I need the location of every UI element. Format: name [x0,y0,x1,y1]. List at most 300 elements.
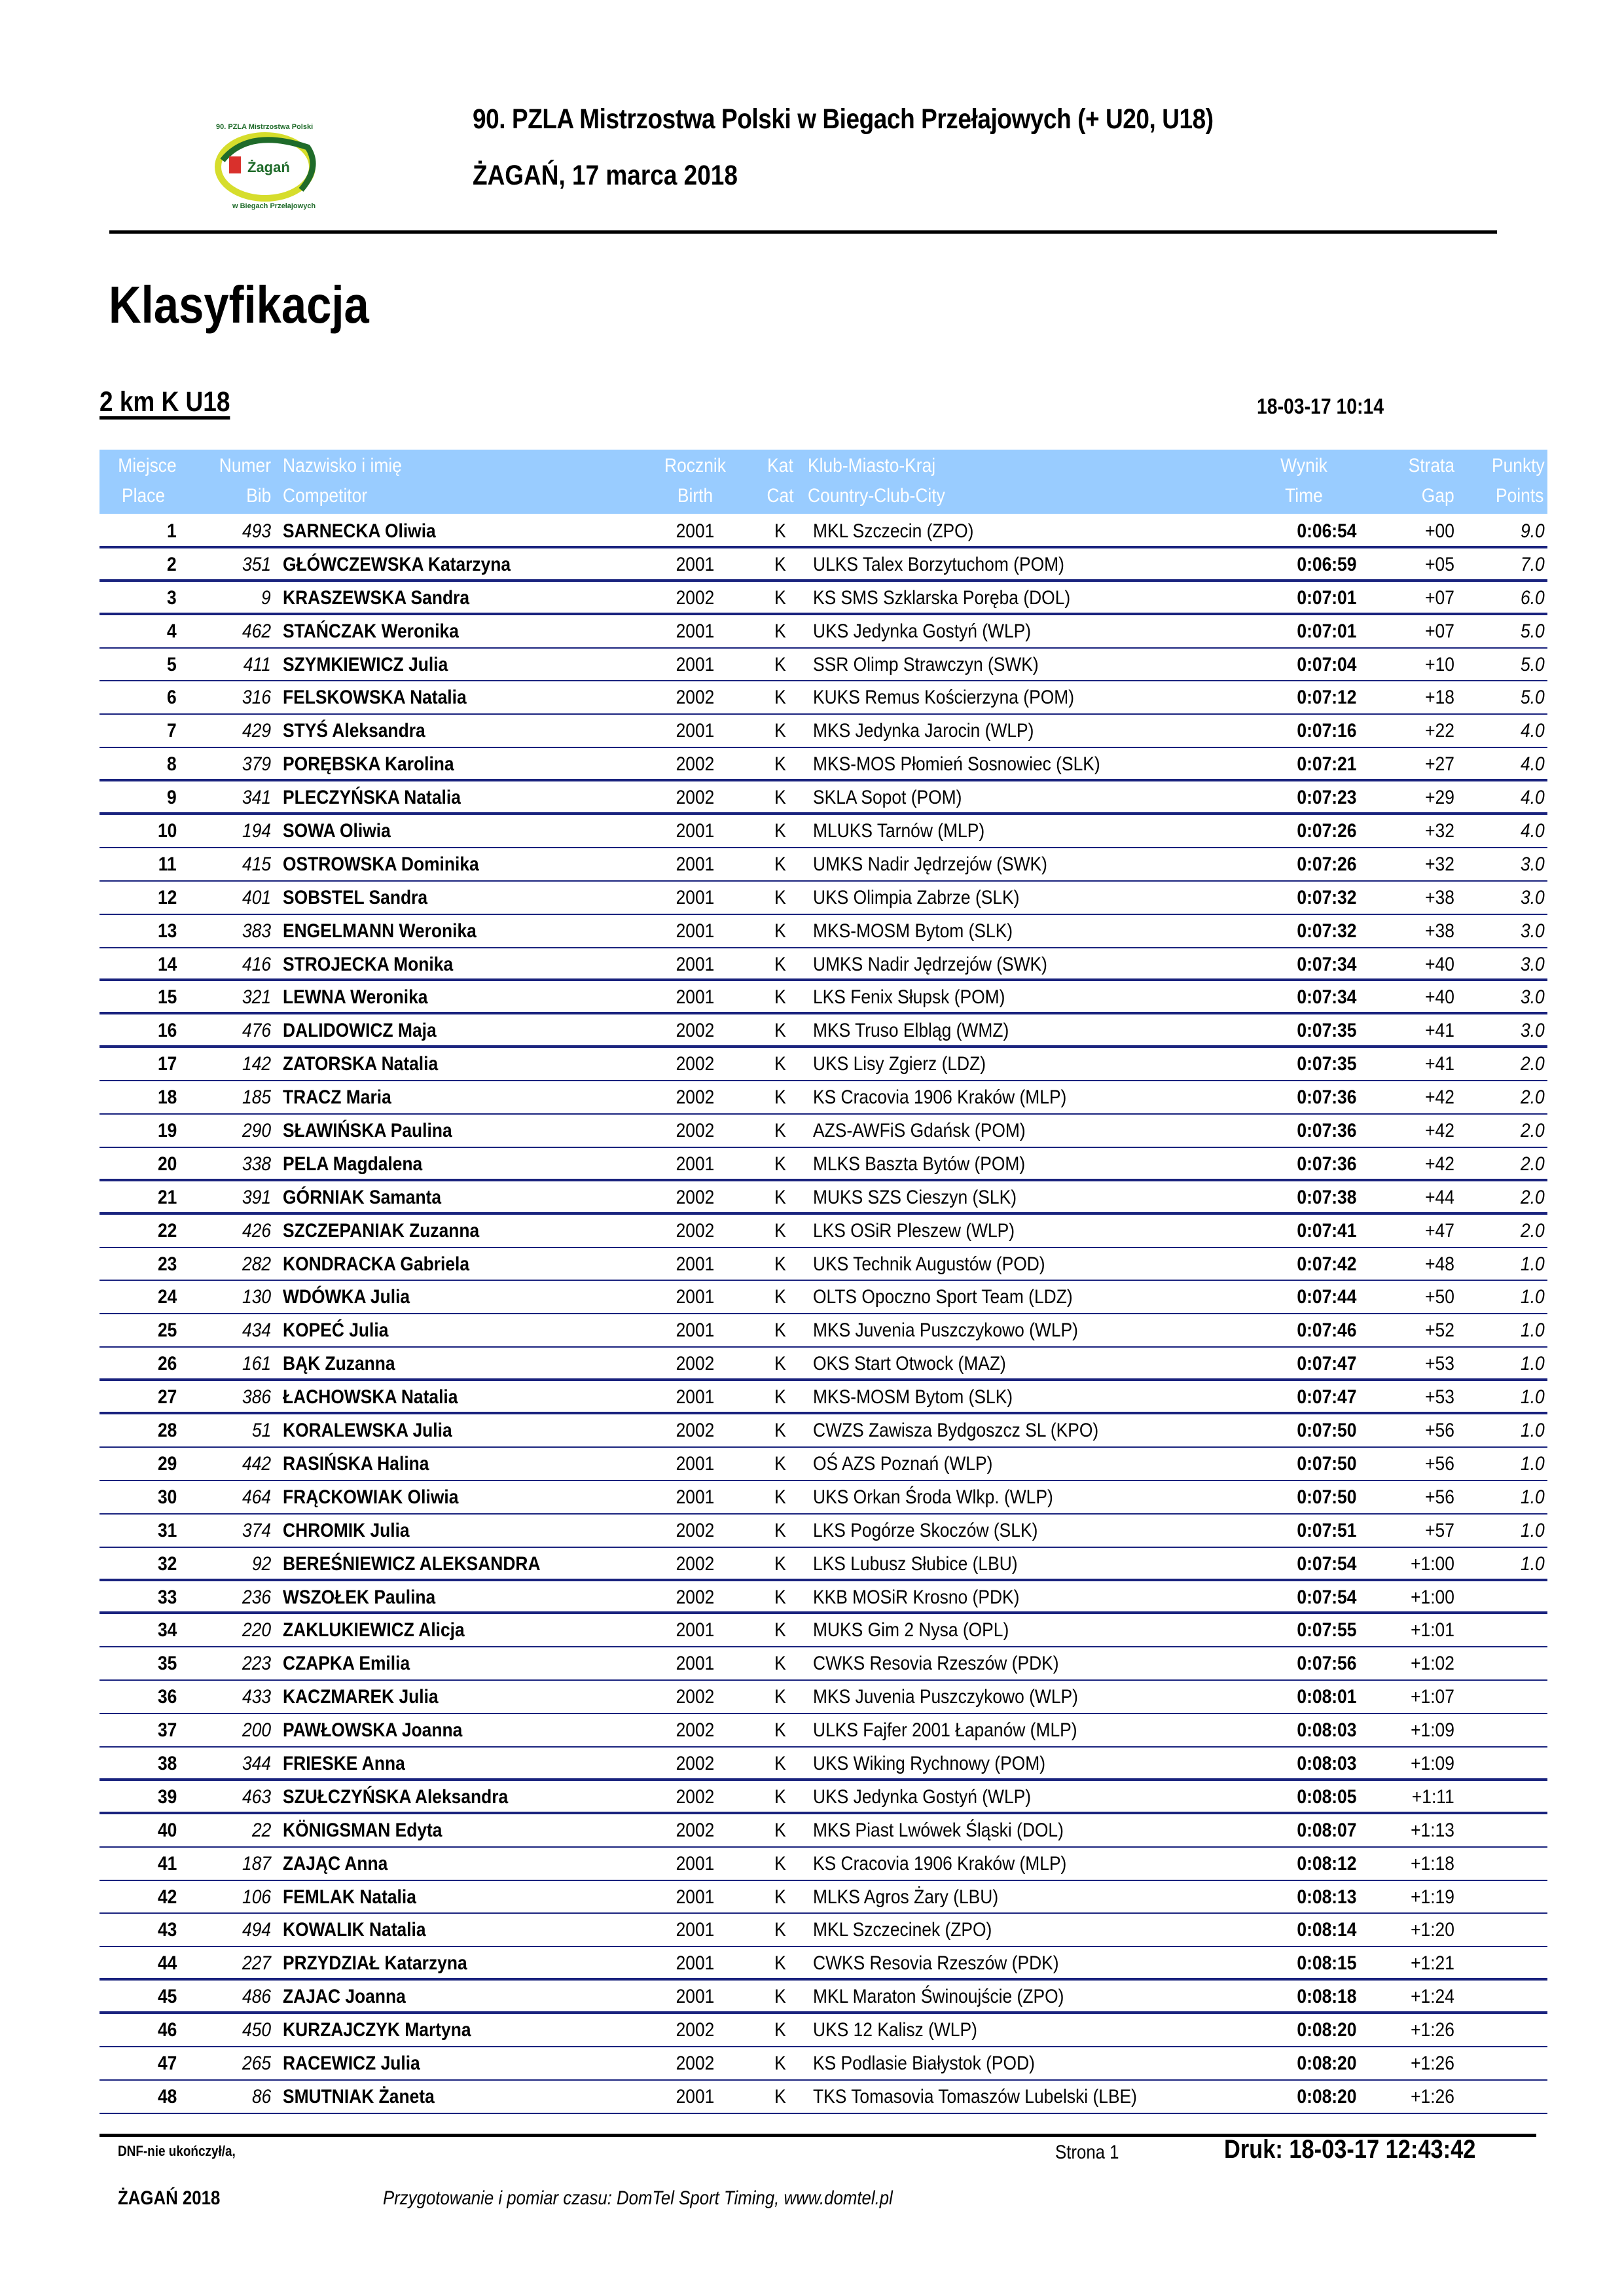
cell-bib: 92 [251,1552,271,1575]
cell-place: 8 [167,753,177,776]
cell-birth: 2002 [676,1020,715,1042]
cell-name: OSTROWSKA Dominika [283,853,479,875]
cell-place: 45 [157,1986,177,2008]
race-start-time: 18-03-17 10:14 [1257,394,1384,418]
cell-bib: 223 [242,1653,271,1675]
cell-birth: 2002 [676,1120,715,1142]
cell-time: 0:07:41 [1297,1219,1356,1242]
cell-bib: 386 [242,1386,271,1408]
cell-birth: 2001 [676,1986,715,2008]
cell-place: 43 [157,1919,177,1941]
cell-club: KS Cracovia 1906 Kraków (MLP) [813,1852,1067,1874]
cell-time: 0:07:12 [1297,687,1356,709]
table-row [99,1781,1547,1814]
cell-gap: +56 [1425,1452,1454,1475]
cell-time: 0:08:20 [1297,2019,1356,2041]
cell-club: MLKS Agros Żary (LBU) [813,1886,999,1908]
cell-name: RACEWICZ Julia [283,2052,420,2074]
cell-bib: 130 [242,1286,271,1308]
cell-bib: 51 [251,1420,271,1442]
cell-bib: 282 [242,1253,271,1275]
cell-club: ULKS Talex Borzytuchom (POM) [813,553,1064,575]
cell-time: 0:07:36 [1297,1086,1356,1109]
cell-pts: 5.0 [1521,653,1545,675]
cell-gap: +22 [1425,720,1454,742]
cell-name: PORĘBSKA Karolina [283,753,454,776]
cell-name: ZAJĄC Anna [283,1852,388,1874]
cell-birth: 2002 [676,1086,715,1109]
cell-pts: 2.0 [1521,1186,1545,1208]
page-number: Strona 1 [1055,2142,1119,2163]
cell-pts: 3.0 [1521,953,1545,975]
cell-club: UKS Jedynka Gostyń (WLP) [813,620,1032,642]
cell-time: 0:07:21 [1297,753,1356,776]
cell-gap: +52 [1425,1319,1454,1342]
col-place-pl: Miejsce [118,455,177,476]
col-cat-en: Cat [767,485,794,507]
cell-time: 0:07:26 [1297,853,1356,875]
cell-club: UMKS Nadir Jędrzejów (SWK) [813,953,1047,975]
cell-club: UKS Jedynka Gostyń (WLP) [813,1785,1032,1808]
cell-club: MKS-MOSM Bytom (SLK) [813,1386,1013,1408]
cell-bib: 462 [242,620,271,642]
table-row [99,915,1547,948]
cell-name: LEWNA Weronika [283,986,428,1009]
table-row [99,649,1547,682]
table-row [99,548,1547,582]
cell-cat: K [774,1120,786,1142]
table-row [99,882,1547,915]
table-row [99,981,1547,1014]
table-row [99,1947,1547,1981]
cell-club: KS Cracovia 1906 Kraków (MLP) [813,1086,1067,1109]
cell-pts: 1.0 [1521,1353,1545,1375]
cell-name: STYŚ Aleksandra [283,720,425,742]
table-row [99,1848,1547,1881]
table-row [99,1181,1547,1215]
cell-birth: 2001 [676,553,715,575]
cell-time: 0:07:36 [1297,1120,1356,1142]
cell-pts: 2.0 [1521,1053,1545,1075]
cell-birth: 2002 [676,1420,715,1442]
table-row [99,1914,1547,1947]
cell-bib: 464 [242,1486,271,1508]
cell-birth: 2002 [676,1353,715,1375]
cell-place: 46 [157,2019,177,2041]
cell-place: 22 [157,1219,177,1242]
cell-bib: 442 [242,1452,271,1475]
cell-cat: K [774,1785,786,1808]
cell-bib: 220 [242,1619,271,1641]
cell-club: LKS Pogórze Skoczów (SLK) [813,1519,1038,1541]
cell-time: 0:07:50 [1297,1486,1356,1508]
table-row [99,1981,1547,2014]
cell-pts: 3.0 [1521,853,1545,875]
cell-cat: K [774,620,786,642]
cell-club: MLKS Baszta Bytów (POM) [813,1153,1026,1175]
cell-name: FRĄCKOWIAK Oliwia [283,1486,459,1508]
cell-club: MKL Szczecin (ZPO) [813,520,974,542]
page-heading: Klasyfikacja [109,276,369,334]
cell-cat: K [774,1319,786,1342]
table-row [99,2014,1547,2047]
cell-gap: +41 [1425,1020,1454,1042]
cell-birth: 2001 [676,520,715,542]
cell-name: SOWA Oliwia [283,820,391,842]
cell-name: ZATORSKA Natalia [283,1053,439,1075]
cell-gap: +56 [1425,1420,1454,1442]
cell-place: 5 [167,653,177,675]
cell-place: 25 [157,1319,177,1342]
cell-gap: +1:20 [1411,1919,1454,1941]
cell-cat: K [774,1586,786,1608]
table-row [99,2047,1547,2081]
cell-place: 26 [157,1353,177,1375]
cell-gap: +07 [1425,586,1454,609]
cell-club: SKLA Sopot (POM) [813,787,962,809]
cell-club: KUKS Remus Kościerzyna (POM) [813,687,1075,709]
cell-pts: 1.0 [1521,1452,1545,1475]
cell-cat: K [774,753,786,776]
cell-pts: 2.0 [1521,1086,1545,1109]
dnf-note: DNF-nie ukończył/a, [118,2143,236,2159]
cell-bib: 338 [242,1153,271,1175]
cell-cat: K [774,1819,786,1841]
cell-pts: 1.0 [1521,1552,1545,1575]
cell-birth: 2001 [676,820,715,842]
cell-gap: +53 [1425,1353,1454,1375]
cell-bib: 429 [242,720,271,742]
col-gap-en: Gap [1422,485,1454,507]
cell-birth: 2002 [676,2019,715,2041]
table-row [99,1048,1547,1081]
cell-club: LKS Fenix Słupsk (POM) [813,986,1005,1009]
cell-club: MUKS SZS Cieszyn (SLK) [813,1186,1017,1208]
cell-club: ULKS Fajfer 2001 Łapanów (MLP) [813,1719,1077,1742]
cell-pts: 1.0 [1521,1519,1545,1541]
cell-club: CWKS Resovia Rzeszów (PDK) [813,1952,1059,1975]
cell-birth: 2001 [676,1919,715,1941]
cell-cat: K [774,2052,786,2074]
cell-time: 0:07:55 [1297,1619,1356,1641]
cell-time: 0:07:46 [1297,1319,1356,1342]
cell-place: 2 [167,553,177,575]
table-row [99,1548,1547,1581]
cell-name: KOWALIK Natalia [283,1919,426,1941]
cell-birth: 2001 [676,920,715,942]
cell-cat: K [774,1752,786,1774]
championship-logo [196,115,340,213]
cell-time: 0:08:01 [1297,1686,1356,1708]
cell-bib: 200 [242,1719,271,1742]
cell-club: LKS OSiR Pleszew (WLP) [813,1219,1015,1242]
cell-gap: +53 [1425,1386,1454,1408]
cell-gap: +18 [1425,687,1454,709]
cell-gap: +50 [1425,1286,1454,1308]
cell-gap: +42 [1425,1153,1454,1175]
table-row [99,2081,1547,2114]
cell-cat: K [774,1653,786,1675]
cell-time: 0:08:07 [1297,1819,1356,1841]
col-time-en: Time [1285,485,1323,507]
cell-pts: 6.0 [1521,586,1545,609]
cell-gap: +1:19 [1411,1886,1454,1908]
cell-place: 48 [157,2085,177,2108]
cell-name: KÖNIGSMAN Edyta [283,1819,442,1841]
col-bib-en: Bib [245,485,271,507]
cell-bib: 493 [242,520,271,542]
cell-name: PLECZYŃSKA Natalia [283,787,461,809]
cell-place: 14 [157,953,177,975]
cell-name: KURZAJCZYK Martyna [283,2019,471,2041]
col-birth-en: Birth [677,485,713,507]
cell-cat: K [774,886,786,908]
table-row [99,1515,1547,1548]
cell-cat: K [774,1353,786,1375]
cell-time: 0:07:54 [1297,1552,1356,1575]
cell-name: KRASZEWSKA Sandra [283,586,470,609]
cell-name: SOBSTEL Sandra [283,886,428,908]
cell-bib: 351 [242,553,271,575]
cell-time: 0:07:34 [1297,986,1356,1009]
cell-pts: 2.0 [1521,1153,1545,1175]
cell-time: 0:08:03 [1297,1752,1356,1774]
cell-birth: 2002 [676,1219,715,1242]
cell-cat: K [774,1886,786,1908]
cell-birth: 2001 [676,1653,715,1675]
table-row [99,748,1547,781]
col-points-pl: Punkty [1492,455,1545,476]
cell-bib: 161 [242,1353,271,1375]
cell-birth: 2001 [676,886,715,908]
cell-birth: 2001 [676,953,715,975]
cell-time: 0:07:42 [1297,1253,1356,1275]
cell-place: 32 [157,1552,177,1575]
table-row [99,1414,1547,1448]
cell-gap: +1:26 [1411,2019,1454,2041]
cell-place: 35 [157,1653,177,1675]
cell-name: BĄK Zuzanna [283,1353,395,1375]
cell-bib: 344 [242,1752,271,1774]
cell-bib: 187 [242,1852,271,1874]
cell-club: SSR Olimp Strawczyn (SWK) [813,653,1039,675]
cell-bib: 341 [242,787,271,809]
cell-place: 36 [157,1686,177,1708]
cell-place: 28 [157,1420,177,1442]
cell-birth: 2002 [676,787,715,809]
cell-place: 44 [157,1952,177,1975]
table-row [99,1381,1547,1414]
cell-name: WSZOŁEK Paulina [283,1586,436,1608]
cell-pts: 3.0 [1521,920,1545,942]
cell-gap: +48 [1425,1253,1454,1275]
cell-club: UKS Lisy Zgierz (LDZ) [813,1053,986,1075]
cell-name: TRACZ Maria [283,1086,391,1109]
cell-place: 39 [157,1785,177,1808]
cell-club: TKS Tomasovia Tomaszów Lubelski (LBE) [813,2085,1137,2108]
cell-birth: 2001 [676,1452,715,1475]
cell-cat: K [774,1386,786,1408]
cell-place: 16 [157,1020,177,1042]
cell-club: UKS Technik Augustów (POD) [813,1253,1045,1275]
col-club-pl: Klub-Miasto-Kraj [808,455,936,476]
cell-time: 0:07:36 [1297,1153,1356,1175]
cell-name: RASIŃSKA Halina [283,1452,429,1475]
cell-cat: K [774,2019,786,2041]
cell-name: FELSKOWSKA Natalia [283,687,467,709]
cell-name: WDÓWKA Julia [283,1286,410,1308]
cell-gap: +44 [1425,1186,1454,1208]
cell-bib: 22 [251,1819,271,1841]
cell-time: 0:08:03 [1297,1719,1356,1742]
cell-place: 1 [167,520,177,542]
cell-name: PRZYDZIAŁ Katarzyna [283,1952,467,1975]
cell-time: 0:07:47 [1297,1386,1356,1408]
cell-bib: 415 [242,853,271,875]
cell-time: 0:08:13 [1297,1886,1356,1908]
cell-cat: K [774,1153,786,1175]
cell-time: 0:06:54 [1297,520,1356,542]
cell-cat: K [774,1486,786,1508]
cell-time: 0:08:05 [1297,1785,1356,1808]
cell-gap: +57 [1425,1519,1454,1541]
cell-bib: 86 [251,2085,271,2108]
cell-gap: +05 [1425,553,1454,575]
cell-bib: 494 [242,1919,271,1941]
cell-time: 0:08:20 [1297,2085,1356,2108]
table-row [99,1014,1547,1048]
cell-pts: 5.0 [1521,620,1545,642]
cell-birth: 2001 [676,1886,715,1908]
cell-cat: K [774,1552,786,1575]
cell-name: KOPEĆ Julia [283,1319,389,1342]
cell-gap: +38 [1425,920,1454,942]
logo-center-text: Żagań [247,159,290,175]
cell-gap: +1:00 [1411,1552,1454,1575]
cell-bib: 391 [242,1186,271,1208]
cell-birth: 2002 [676,1752,715,1774]
cell-pts: 2.0 [1521,1219,1545,1242]
cell-bib: 236 [242,1586,271,1608]
cell-club: UKS Wiking Rychnowy (POM) [813,1752,1045,1774]
cell-name: ZAKLUKIEWICZ Alicja [283,1619,465,1641]
cell-gap: +07 [1425,620,1454,642]
cell-club: KKB MOSiR Krosno (PDK) [813,1586,1020,1608]
cell-club: MKS Juvenia Puszczykowo (WLP) [813,1686,1078,1708]
table-row [99,1581,1547,1615]
cell-place: 13 [157,920,177,942]
cell-pts: 1.0 [1521,1386,1545,1408]
cell-gap: +1:21 [1411,1952,1454,1975]
cell-place: 30 [157,1486,177,1508]
cell-place: 6 [167,687,177,709]
cell-gap: +56 [1425,1486,1454,1508]
cell-cat: K [774,853,786,875]
cell-place: 4 [167,620,177,642]
cell-time: 0:07:35 [1297,1053,1356,1075]
cell-pts: 7.0 [1521,553,1545,575]
cell-gap: +1:24 [1411,1986,1454,2008]
table-row [99,1647,1547,1681]
table-row [99,1881,1547,1914]
cell-gap: +1:00 [1411,1586,1454,1608]
cell-time: 0:07:23 [1297,787,1356,809]
cell-bib: 316 [242,687,271,709]
cell-time: 0:07:32 [1297,920,1356,942]
cell-place: 34 [157,1619,177,1641]
cell-club: AZS-AWFiS Gdańsk (POM) [813,1120,1026,1142]
table-row [99,1614,1547,1647]
cell-club: MLUKS Tarnów (MLP) [813,820,985,842]
cell-time: 0:08:14 [1297,1919,1356,1941]
table-row [99,848,1547,882]
cell-bib: 9 [261,586,271,609]
cell-cat: K [774,1452,786,1475]
cell-gap: +27 [1425,753,1454,776]
cell-pts: 1.0 [1521,1420,1545,1442]
cell-place: 20 [157,1153,177,1175]
cell-pts: 3.0 [1521,886,1545,908]
cell-gap: +38 [1425,886,1454,908]
cell-birth: 2002 [676,1719,715,1742]
cell-bib: 379 [242,753,271,776]
pzla-emblem-icon [229,156,241,173]
cell-birth: 2001 [676,1486,715,1508]
cell-pts: 4.0 [1521,820,1545,842]
cell-birth: 2002 [676,1785,715,1808]
cell-place: 7 [167,720,177,742]
cell-gap: +32 [1425,853,1454,875]
table-row [99,1714,1547,1748]
cell-bib: 476 [242,1020,271,1042]
cell-cat: K [774,787,786,809]
cell-name: SZUŁCZYŃSKA Aleksandra [283,1785,509,1808]
cell-bib: 433 [242,1686,271,1708]
cell-club: MUKS Gim 2 Nysa (OPL) [813,1619,1009,1641]
cell-club: MKS-MOS Płomień Sosnowiec (SLK) [813,753,1100,776]
cell-cat: K [774,1420,786,1442]
cell-place: 42 [157,1886,177,1908]
cell-time: 0:07:44 [1297,1286,1356,1308]
cell-cat: K [774,1619,786,1641]
col-club-en: Country-Club-City [808,485,945,507]
cell-gap: +1:02 [1411,1653,1454,1675]
cell-birth: 2001 [676,720,715,742]
cell-birth: 2001 [676,1386,715,1408]
cell-cat: K [774,953,786,975]
cell-gap: +41 [1425,1053,1454,1075]
cell-name: PELA Magdalena [283,1153,423,1175]
cell-time: 0:07:38 [1297,1186,1356,1208]
cell-time: 0:07:34 [1297,953,1356,975]
cell-gap: +1:09 [1411,1752,1454,1774]
cell-gap: +1:13 [1411,1819,1454,1841]
cell-gap: +1:09 [1411,1719,1454,1742]
cell-bib: 290 [242,1120,271,1142]
col-bib-pl: Numer [219,455,271,476]
cell-club: OŚ AZS Poznań (WLP) [813,1452,993,1475]
cell-place: 10 [157,820,177,842]
cell-club: LKS Lubusz Słubice (LBU) [813,1552,1018,1575]
table-row [99,582,1547,615]
cell-place: 23 [157,1253,177,1275]
cell-pts: 1.0 [1521,1319,1545,1342]
cell-place: 11 [158,853,177,875]
cell-place: 3 [167,586,177,609]
cell-bib: 142 [242,1053,271,1075]
footer-location: ŻAGAŃ 2018 [118,2187,221,2209]
timing-credit: Przygotowanie i pomiar czasu: DomTel Sport Timing, www.domtel.pl [383,2187,893,2209]
